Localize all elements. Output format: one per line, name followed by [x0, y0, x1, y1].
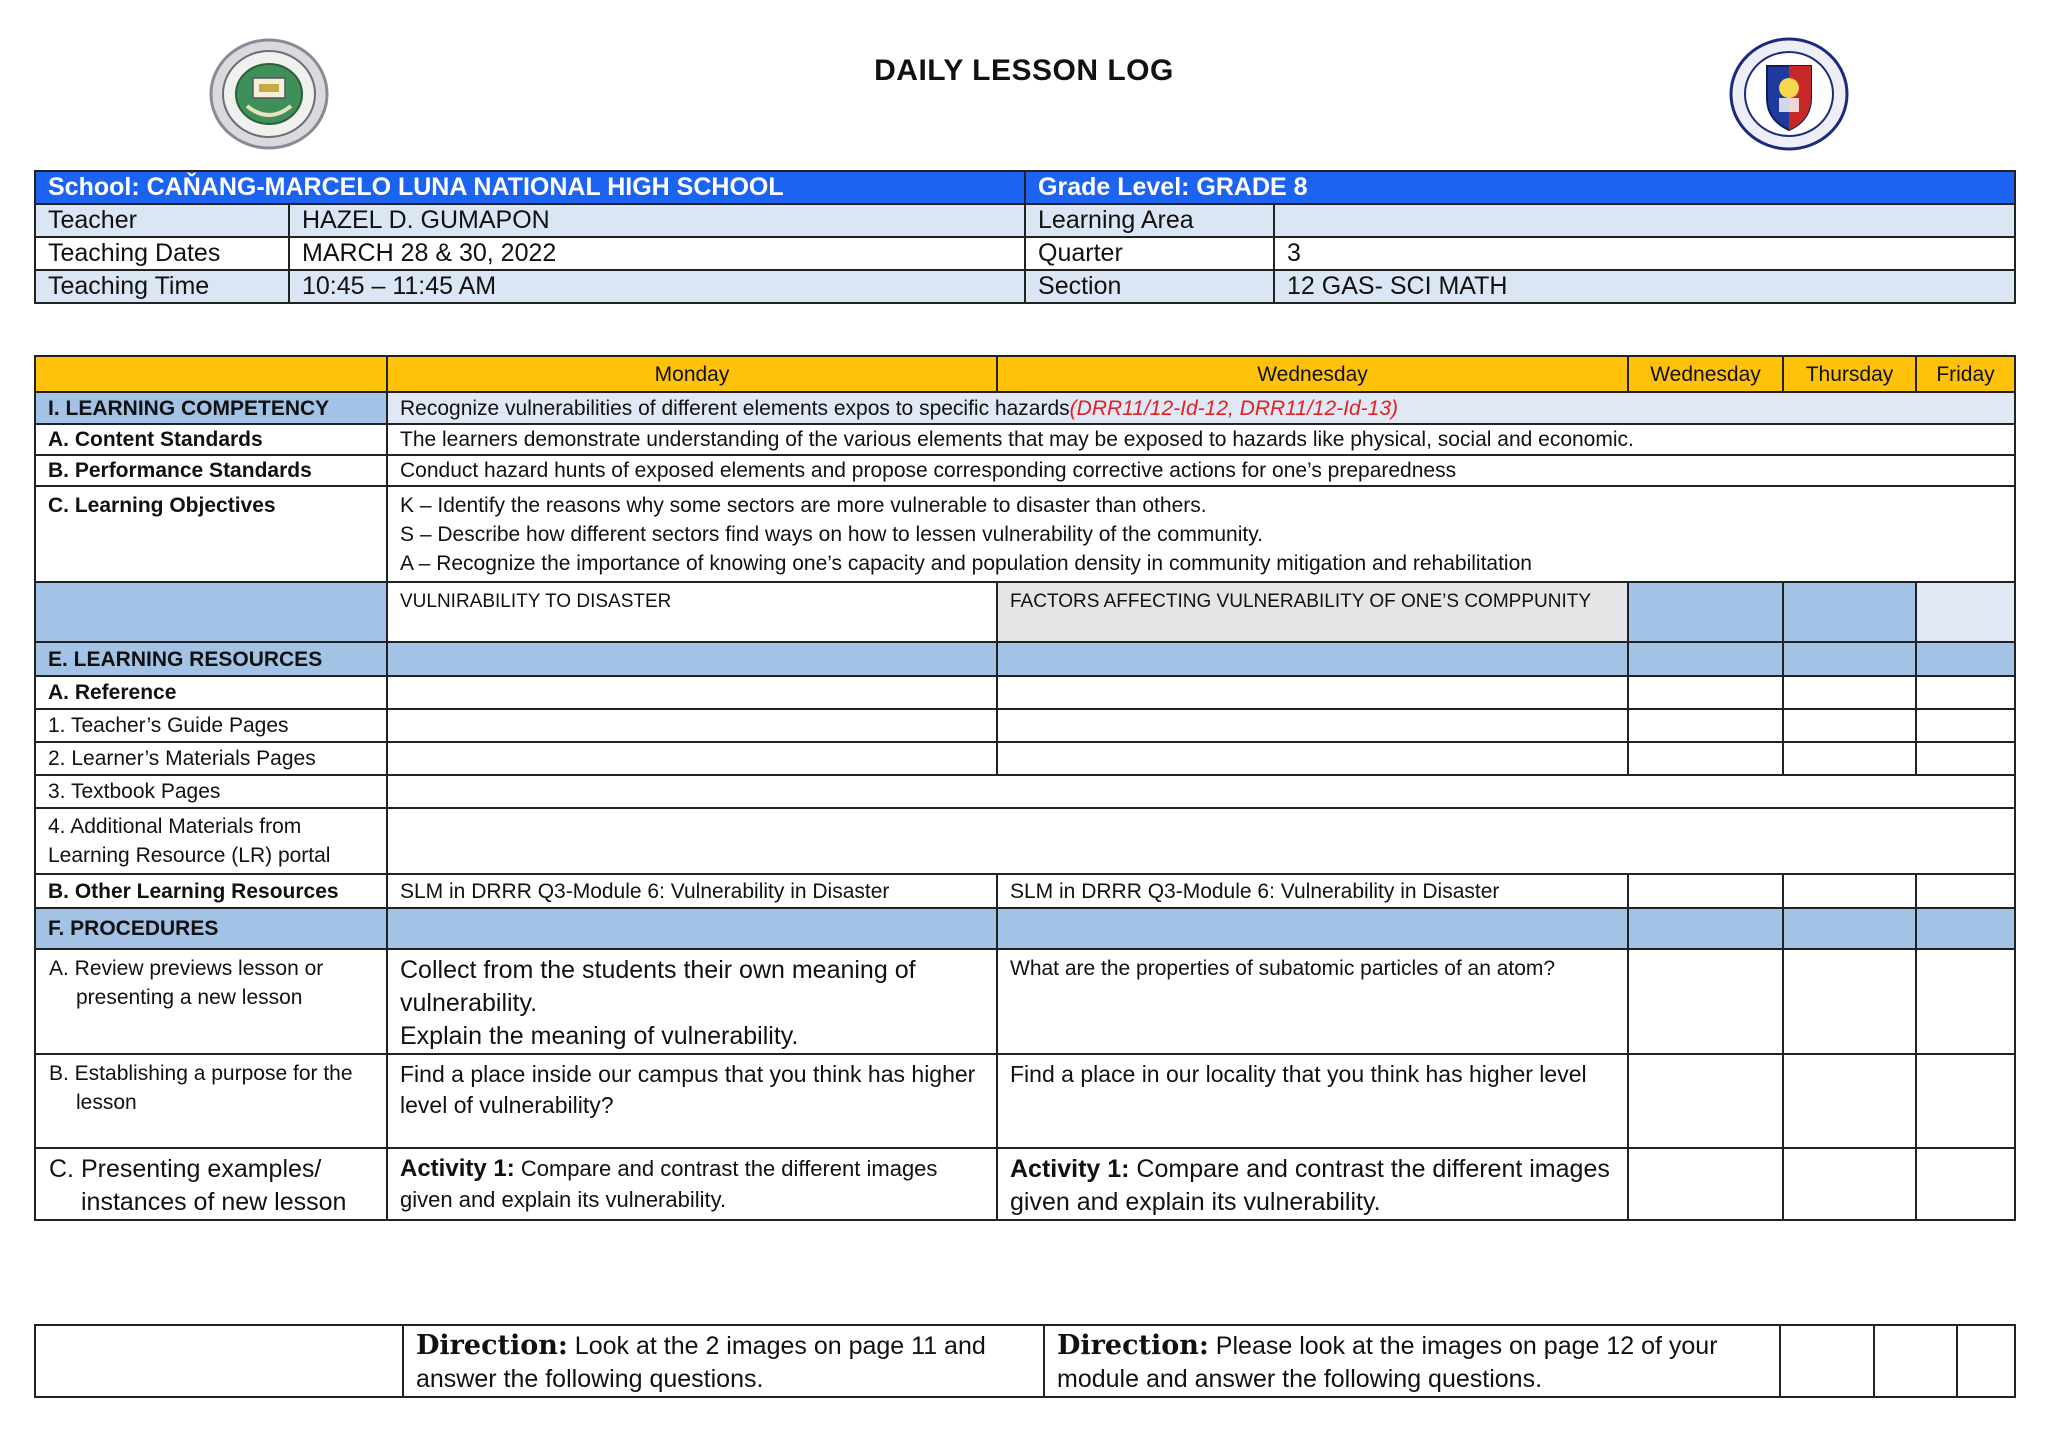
- present-wednesday: Activity 1: Compare and contrast the different images given and explain its vulnerability.: [997, 1148, 1628, 1220]
- other-resources-label: B. Other Learning Resources: [35, 874, 387, 908]
- cell-empty: [1783, 874, 1916, 908]
- day-wednesday-2: Wednesday: [1628, 356, 1783, 392]
- cell-empty: [997, 709, 1628, 742]
- objective-a: A – Recognize the importance of knowing one’s capacity and population density in community mitigation and rehabilitation: [400, 552, 1532, 575]
- page-title: DAILY LESSON LOG: [874, 54, 1174, 87]
- resources-empty: [387, 642, 997, 676]
- cell-empty: [1783, 949, 1916, 1054]
- teaching-time-label: Teaching Time: [35, 270, 289, 303]
- cell-empty: [1783, 1054, 1916, 1148]
- teaching-dates-label: Teaching Dates: [35, 237, 289, 270]
- cell-empty: [1916, 949, 2015, 1054]
- review-monday-line: Collect from the students their own meaning of vulnerability.: [400, 956, 916, 1017]
- procedures-empty: [1783, 908, 1916, 949]
- competency-codes: (DRR11/12-Id-12, DRR11/12-Id-13): [1069, 396, 1399, 420]
- learning-area-label: Learning Area: [1025, 204, 1274, 237]
- purpose-label: B. Establishing a purpose for the lesson: [35, 1054, 387, 1148]
- activity-label: Activity 1:: [400, 1155, 515, 1182]
- procedures-empty: [997, 908, 1628, 949]
- procedures-empty: [387, 908, 997, 949]
- objective-s: S – Describe how different sectors find ways on how to lessen vulnerability of the community.: [400, 523, 1263, 546]
- direction-table: [34, 1324, 2016, 1398]
- direction-monday: Direction: Look at the 2 images on page 11 and answer the following questions.: [403, 1325, 1044, 1397]
- review-monday-line-2: Explain the meaning of vulnerability.: [400, 1022, 799, 1050]
- direction-label: Direction:: [1057, 1330, 1209, 1361]
- procedures-empty: [1628, 908, 1783, 949]
- cell-empty: [1628, 676, 1783, 709]
- procedures-label: F. PROCEDURES: [35, 908, 387, 949]
- textbook-pages-value: [387, 775, 2015, 808]
- purpose-monday: Find a place inside our campus that you think has higher level of vulnerability?: [387, 1054, 997, 1148]
- teaching-time-value: 10:45 – 11:45 AM: [289, 270, 1025, 303]
- cell-empty: [997, 676, 1628, 709]
- deped-seal-logo: [1727, 36, 1851, 152]
- resources-empty: [1916, 642, 2015, 676]
- teaching-dates-value: MARCH 28 & 30, 2022: [289, 237, 1025, 270]
- activity-label: Activity 1:: [1010, 1155, 1130, 1183]
- lesson-info-table: [34, 170, 2016, 304]
- quarter-label: Quarter: [1025, 237, 1274, 270]
- cell-empty: [35, 1325, 403, 1397]
- objectives-label: C. Learning Objectives: [35, 486, 387, 582]
- corner-cell: [35, 356, 387, 392]
- teacher-label: Teacher: [35, 204, 289, 237]
- cell-empty: [1916, 742, 2015, 775]
- day-thursday: Thursday: [1783, 356, 1916, 392]
- day-monday: Monday: [387, 356, 997, 392]
- other-resources-wednesday: SLM in DRRR Q3-Module 6: Vulnerability in Disaster: [997, 874, 1628, 908]
- resources-empty: [1783, 642, 1916, 676]
- cell-empty: [1916, 1148, 2015, 1220]
- school-name: School: CAŇANG-MARCELO LUNA NATIONAL HIGH SCHOOL: [35, 171, 1025, 204]
- topic-empty: [1783, 582, 1916, 642]
- present-monday: Activity 1: Compare and contrast the different images given and explain its vulnerability.: [387, 1148, 997, 1220]
- cell-empty: [1628, 874, 1783, 908]
- topic-monday: VULNIRABILITY TO DISASTER: [387, 582, 997, 642]
- review-wednesday: What are the properties of subatomic particles of an atom?: [997, 949, 1628, 1054]
- reference-label: A. Reference: [35, 676, 387, 709]
- review-monday: [387, 949, 997, 1054]
- cell-empty: [1628, 709, 1783, 742]
- quarter-value: 3: [1274, 237, 2015, 270]
- topic-empty: [1628, 582, 1783, 642]
- cell-empty: [1783, 1148, 1916, 1220]
- additional-materials-value: [387, 808, 2015, 874]
- cell-empty: [387, 742, 997, 775]
- cell-empty: [1783, 676, 1916, 709]
- additional-materials-label: 4. Additional Materials from Learning Resource (LR) portal: [35, 808, 387, 874]
- direction-wednesday: Direction: Please look at the images on page 12 of your module and answer the following questions.: [1044, 1325, 1780, 1397]
- day-wednesday: Wednesday: [997, 356, 1628, 392]
- resources-label: E. LEARNING RESOURCES: [35, 642, 387, 676]
- content-standards-label: A. Content Standards: [35, 424, 387, 455]
- section-label: Section: [1025, 270, 1274, 303]
- lesson-log-table: [34, 355, 2016, 1221]
- performance-standards-label: B. Performance Standards: [35, 455, 387, 486]
- cell-empty: [1916, 676, 2015, 709]
- grade-level: Grade Level: GRADE 8: [1025, 171, 2015, 204]
- lm-pages-label: 2. Learner’s Materials Pages: [35, 742, 387, 775]
- purpose-wednesday: Find a place in our locality that you think has higher level: [997, 1054, 1628, 1148]
- cell-empty: [1957, 1325, 2015, 1397]
- teacher-value: HAZEL D. GUMAPON: [289, 204, 1025, 237]
- objective-k: K – Identify the reasons why some sectors are more vulnerable to disaster than others.: [400, 494, 1207, 517]
- procedures-empty: [1916, 908, 2015, 949]
- objectives-text: [387, 486, 2015, 582]
- day-friday: Friday: [1916, 356, 2015, 392]
- topic-wednesday: FACTORS AFFECTING VULNERABILITY OF ONE’S COMPPUNITY: [997, 582, 1628, 642]
- cell-empty: [1874, 1325, 1957, 1397]
- present-label: C. Presenting examples/ instances of new lesson: [35, 1148, 387, 1220]
- direction-label: Direction:: [416, 1330, 568, 1361]
- competency-text: Recognize vulnerabilities of different elements expos to specific hazards(DRR11/12-Id-12, DRR11/12-Id-13): [387, 392, 2015, 424]
- cell-empty: [1628, 1054, 1783, 1148]
- cell-empty: [387, 709, 997, 742]
- cell-empty: [1783, 709, 1916, 742]
- tg-pages-label: 1. Teacher’s Guide Pages: [35, 709, 387, 742]
- review-label: A. Review previews lesson or presenting a new lesson: [35, 949, 387, 1054]
- cell-empty: [1916, 709, 2015, 742]
- cell-empty: [1628, 1148, 1783, 1220]
- cell-empty: [1783, 742, 1916, 775]
- cell-empty: [1916, 874, 2015, 908]
- content-standards-text: The learners demonstrate understanding of the various elements that may be exposed to hazards like physical, social and economic.: [387, 424, 2015, 455]
- textbook-pages-label: 3. Textbook Pages: [35, 775, 387, 808]
- cell-empty: [1628, 742, 1783, 775]
- resources-empty: [997, 642, 1628, 676]
- cell-empty: [1780, 1325, 1874, 1397]
- section-value: 12 GAS- SCI MATH: [1274, 270, 2015, 303]
- cell-empty: [1916, 1054, 2015, 1148]
- topic-empty: [1916, 582, 2015, 642]
- cell-empty: [997, 742, 1628, 775]
- performance-standards-text: Conduct hazard hunts of exposed elements and propose corresponding corrective actions for one’s preparedness: [387, 455, 2015, 486]
- resources-empty: [1628, 642, 1783, 676]
- school-seal-logo: [207, 36, 331, 152]
- cell-empty: [1628, 949, 1783, 1054]
- other-resources-monday: SLM in DRRR Q3-Module 6: Vulnerability in Disaster: [387, 874, 997, 908]
- learning-area-value: [1274, 204, 2015, 237]
- competency-label: I. LEARNING COMPETENCY: [35, 392, 387, 424]
- topic-label: [35, 582, 387, 642]
- cell-empty: [387, 676, 997, 709]
